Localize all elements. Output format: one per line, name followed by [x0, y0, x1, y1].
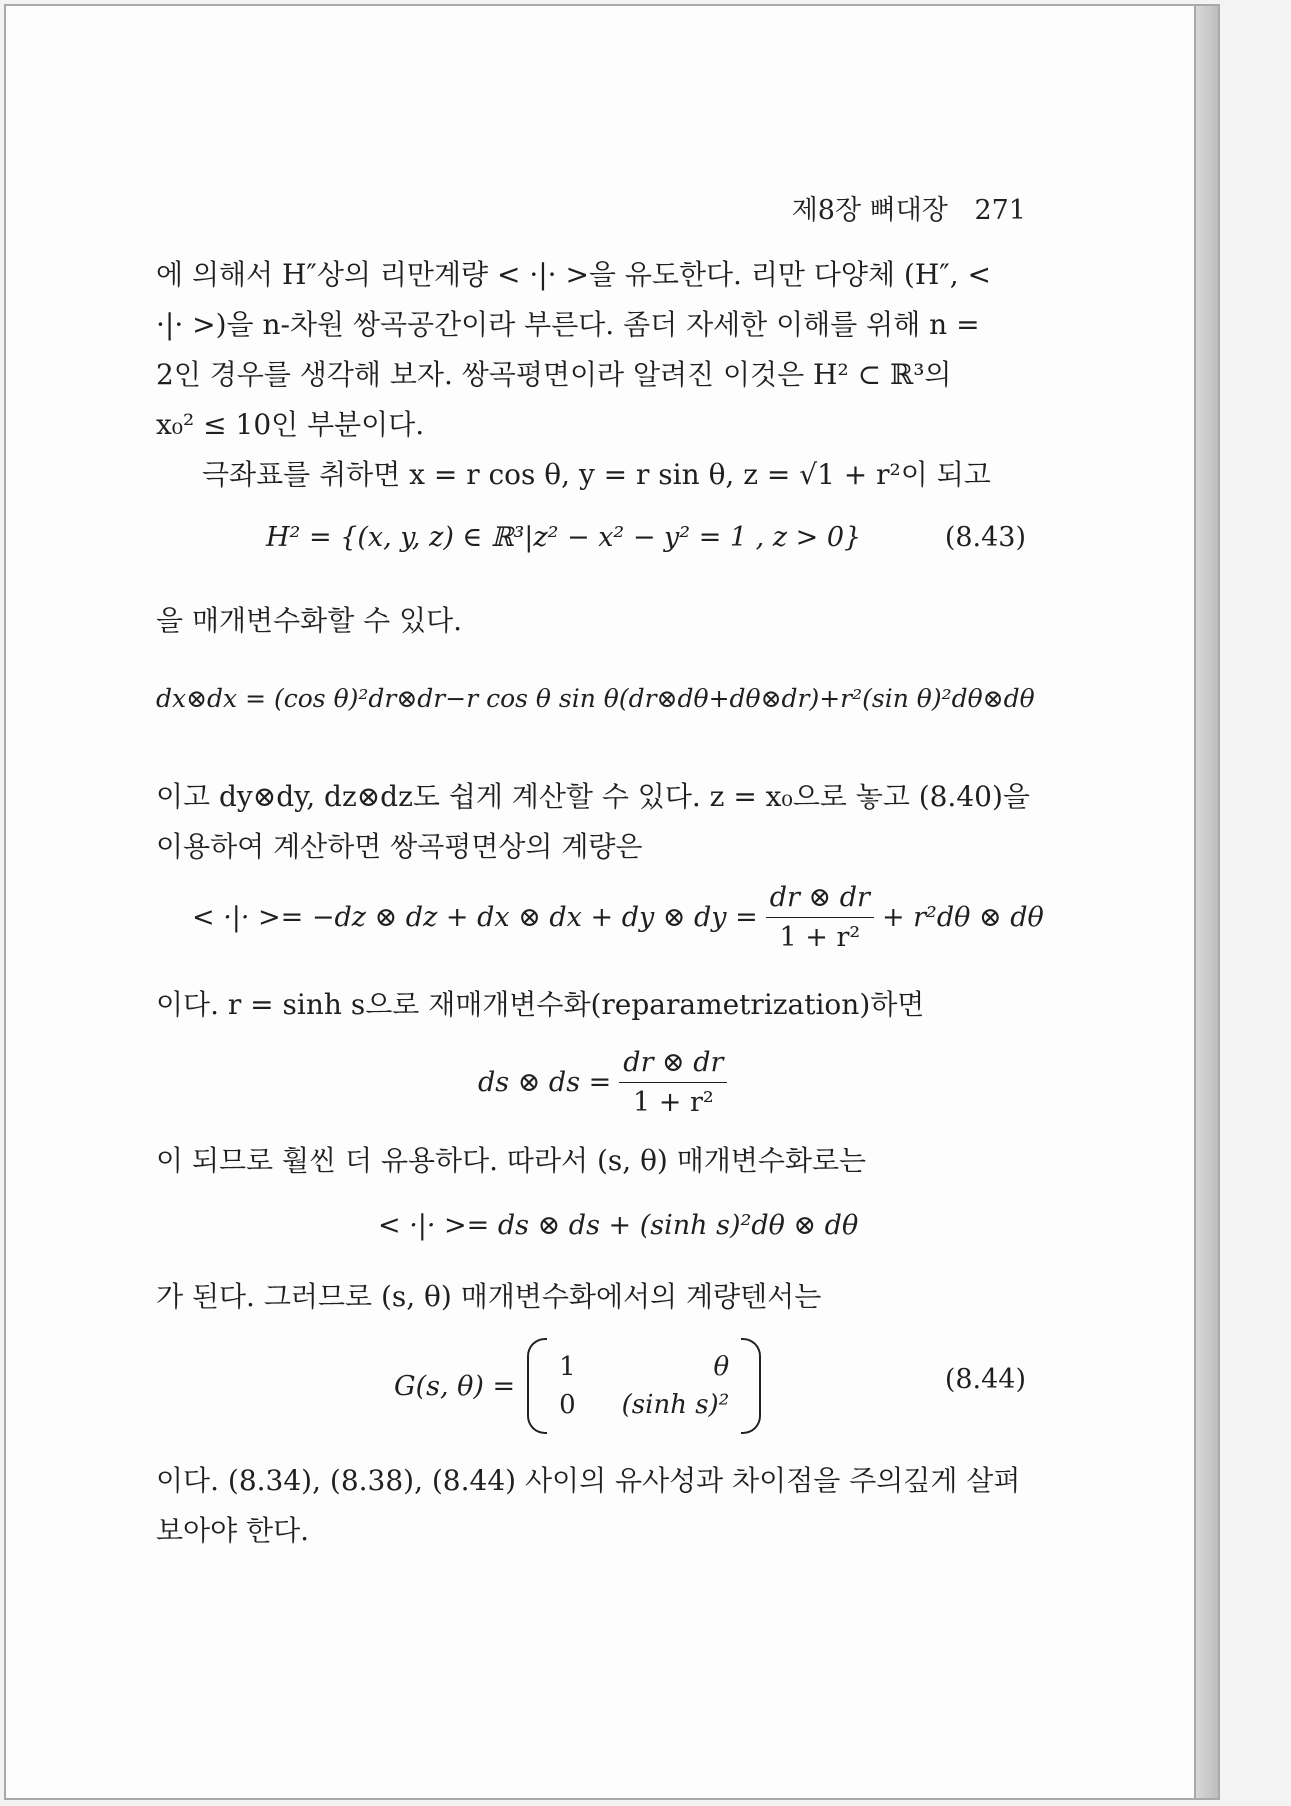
- text-line: 2인 경우를 생각해 보자. 쌍곡평면이라 알려진 이것은 H² ⊂ ℝ³의: [156, 358, 952, 391]
- equation-lhs: ds ⊗ ds =: [478, 1066, 612, 1098]
- chapter-title: 제8장 뼈대장: [791, 195, 948, 226]
- equation-rhs: + r²dθ ⊗ dθ: [881, 901, 1044, 933]
- text-line: x₀² ≤ 10인 부분이다.: [156, 408, 425, 441]
- text-line: 을 매개변수화할 수 있다.: [156, 604, 463, 637]
- matrix-cell: (sinh s)²: [621, 1390, 730, 1420]
- paragraph-5: [156, 980, 1026, 1030]
- equation-body: dx⊗dx = (cos θ)²dr⊗dr−r cos θ sin θ(dr⊗dθ+dθ⊗dr)+r²(sin θ)²dθ⊗dθ: [156, 684, 1035, 713]
- fraction-denominator: 1 + r²: [779, 921, 861, 953]
- fraction: [619, 1047, 727, 1118]
- text-line: 보아야 한다.: [156, 1514, 310, 1547]
- fraction-numerator: dr ⊗ dr: [766, 882, 874, 918]
- fraction: [766, 882, 874, 953]
- equation-number: (8.44): [944, 1364, 1026, 1395]
- paragraph-6: [156, 1136, 1026, 1186]
- equation-sinh: [156, 1210, 1026, 1254]
- matrix-cell: 0: [559, 1390, 576, 1420]
- page-number: 271: [974, 195, 1026, 226]
- fraction-denominator: 1 + r²: [633, 1086, 714, 1118]
- equation-8-44: [156, 1334, 1026, 1438]
- matrix: [527, 1344, 761, 1428]
- text-line: 이용하여 계산하면 쌍곡평면상의 계량은: [156, 830, 643, 863]
- equation-8-43: [156, 522, 1026, 566]
- equation-lhs: G(s, θ) =: [394, 1370, 516, 1402]
- text-line: 이 되므로 훨씬 더 유용하다. 따라서 (s, θ) 매개변수화로는: [156, 1144, 867, 1177]
- equation-number: (8.43): [944, 522, 1026, 553]
- matrix-cell: 1: [559, 1352, 576, 1382]
- text-line: 가 된다. 그러므로 (s, θ) 매개변수화에서의 계량텐서는: [156, 1280, 822, 1313]
- paragraph-4: [156, 772, 1030, 872]
- left-bracket: [527, 1338, 547, 1434]
- paragraph-2: [156, 450, 1072, 500]
- equation-dxdx: [156, 684, 1035, 728]
- right-bracket: [741, 1338, 761, 1434]
- text-line: 극좌표를 취하면 x = r cos θ, y = r sin θ, z = √1 + r²이 되고: [202, 458, 991, 491]
- matrix-entries: [549, 1348, 739, 1424]
- text-line: 에 의해서 H″상의 리만계량 < ·|· >을 유도한다. 리만 다양체 (H″, <: [156, 258, 991, 291]
- page-edge: [1196, 4, 1220, 1800]
- paragraph-8: [156, 1456, 1026, 1556]
- text-line: 이다. (8.34), (8.38), (8.44) 사이의 유사성과 차이점을 주의깊게 살펴: [156, 1464, 1021, 1497]
- matrix-cell: θ: [713, 1352, 730, 1382]
- text-line: ·|· >)을 n-차원 쌍곡공간이라 부른다. 좀더 자세한 이해를 위해 n =: [156, 308, 980, 341]
- running-header: [792, 188, 1026, 227]
- equation-metric: [156, 874, 1044, 960]
- fraction-numerator: dr ⊗ dr: [619, 1047, 727, 1083]
- text-line: 이고 dy⊗dy, dz⊗dz도 쉽게 계산할 수 있다. z = x₀으로 놓고 (8.40)을: [156, 780, 1030, 813]
- text-line: 이다. r = sinh s으로 재매개변수화(reparametrization)하면: [156, 988, 925, 1021]
- equation-lhs: < ·|· >= −dz ⊗ dz + dx ⊗ dx + dy ⊗ dy =: [192, 901, 758, 933]
- equation-body: H² = {(x, y, z) ∈ ℝ³|z² − x² − y² = 1 , z > 0}: [266, 522, 862, 553]
- equation-body: < ·|· >= ds ⊗ ds + (sinh s)²dθ ⊗ dθ: [378, 1210, 859, 1241]
- equation-dsds: [156, 1038, 1026, 1126]
- paragraph-3: [156, 596, 1026, 646]
- paragraph-7: [156, 1272, 1026, 1322]
- paragraph-1: [156, 250, 1026, 450]
